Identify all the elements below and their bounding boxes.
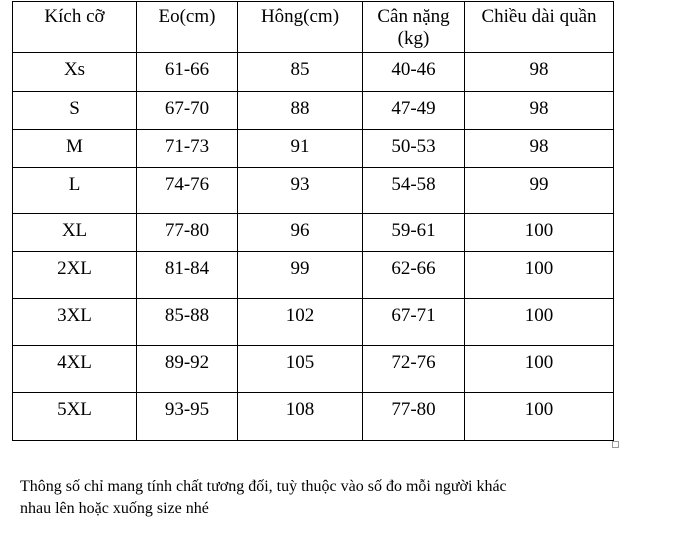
cell-pants-length: 100: [465, 346, 614, 393]
cell-hip: 93: [238, 168, 363, 214]
cell-waist: 85-88: [137, 299, 238, 346]
cell-size: 2XL: [13, 252, 137, 299]
cell-size: L: [13, 168, 137, 214]
cell-pants-length: 100: [465, 214, 614, 252]
table-body: [13, 53, 614, 441]
table-row: [13, 346, 614, 393]
table-row: [13, 299, 614, 346]
cell-weight: 47-49: [363, 92, 465, 130]
cell-size: XL: [13, 214, 137, 252]
note-line-1: Thông số chỉ mang tính chất tương đối, tuỳ thuộc vào số đo mỗi người khác: [20, 478, 507, 495]
cell-weight: 59-61: [363, 214, 465, 252]
cell-waist: 89-92: [137, 346, 238, 393]
table-resize-handle[interactable]: [612, 441, 619, 448]
cell-weight: 54-58: [363, 168, 465, 214]
cell-size: Xs: [13, 53, 137, 92]
header-waist: Eo(cm): [137, 2, 238, 53]
table-row: [13, 92, 614, 130]
cell-pants-length: 100: [465, 393, 614, 441]
cell-waist: 67-70: [137, 92, 238, 130]
cell-hip: 91: [238, 130, 363, 168]
cell-hip: 102: [238, 299, 363, 346]
cell-hip: 85: [238, 53, 363, 92]
cell-waist: 77-80: [137, 214, 238, 252]
size-chart-table: [12, 1, 614, 441]
size-note: [20, 476, 660, 520]
cell-pants-length: 100: [465, 299, 614, 346]
table-row: [13, 393, 614, 441]
cell-hip: 105: [238, 346, 363, 393]
cell-size: 5XL: [13, 393, 137, 441]
cell-weight: 50-53: [363, 130, 465, 168]
note-line-2: nhau lên hoặc xuống size nhé: [20, 500, 209, 517]
cell-waist: 61-66: [137, 53, 238, 92]
cell-pants-length: 98: [465, 130, 614, 168]
cell-hip: 96: [238, 214, 363, 252]
table-row: [13, 168, 614, 214]
cell-waist: 81-84: [137, 252, 238, 299]
cell-waist: 71-73: [137, 130, 238, 168]
cell-pants-length: 100: [465, 252, 614, 299]
cell-size: M: [13, 130, 137, 168]
cell-size: 4XL: [13, 346, 137, 393]
cell-size: 3XL: [13, 299, 137, 346]
header-size: Kích cỡ: [13, 2, 137, 53]
cell-hip: 99: [238, 252, 363, 299]
cell-hip: 88: [238, 92, 363, 130]
header-hip: Hông(cm): [238, 2, 363, 53]
table-row: [13, 252, 614, 299]
cell-waist: 93-95: [137, 393, 238, 441]
cell-waist: 74-76: [137, 168, 238, 214]
header-weight: Cân nặng (kg): [363, 2, 465, 53]
cell-weight: 72-76: [363, 346, 465, 393]
cell-size: S: [13, 92, 137, 130]
cell-weight: 67-71: [363, 299, 465, 346]
cell-pants-length: 98: [465, 92, 614, 130]
header-pants-length: Chiều dài quần: [465, 2, 614, 53]
table-row: [13, 214, 614, 252]
table-row: [13, 130, 614, 168]
cell-pants-length: 98: [465, 53, 614, 92]
cell-weight: 62-66: [363, 252, 465, 299]
table-row: [13, 53, 614, 92]
table-header-row: [13, 2, 614, 53]
cell-weight: 77-80: [363, 393, 465, 441]
cell-hip: 108: [238, 393, 363, 441]
cell-pants-length: 99: [465, 168, 614, 214]
cell-weight: 40-46: [363, 53, 465, 92]
